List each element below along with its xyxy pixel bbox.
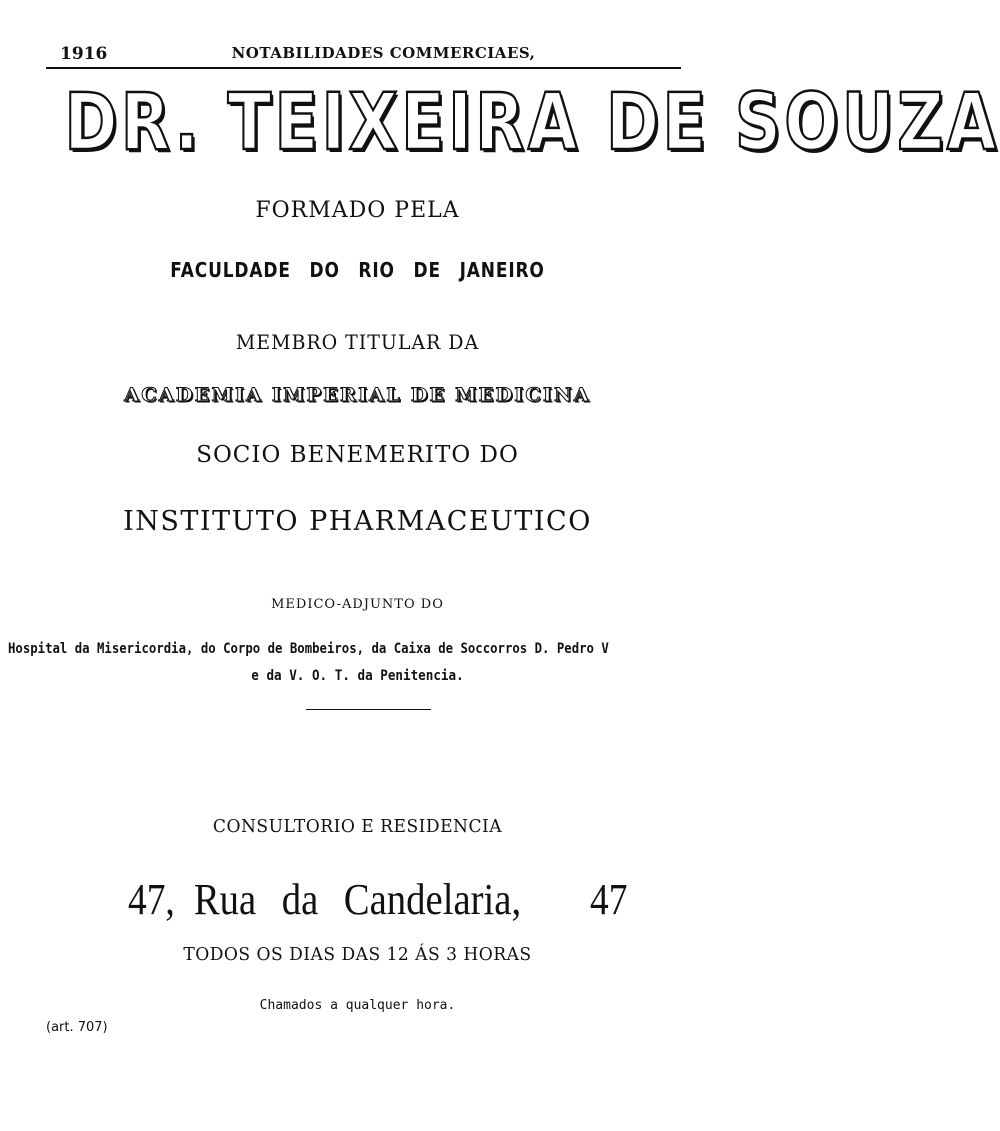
doctor-name: DR. TEIXEIRA DE SOUZA <box>64 78 1000 168</box>
hospital-line-2: e da V. O. T. da Penitencia. <box>251 668 464 684</box>
formado-line: FORMADO PELA <box>255 198 460 223</box>
instituto-line: INSTITUTO PHARMACEUTICO <box>123 506 592 537</box>
page-number: 1916 <box>60 44 108 64</box>
socio-line: SOCIO BENEMERITO DO <box>196 442 519 468</box>
page-header <box>46 42 681 68</box>
academia-line: ACADEMIA IMPERIAL DE MEDICINA <box>124 384 591 406</box>
chamados-line: Chamados a qualquer hora. <box>259 998 456 1013</box>
medico-line: MEDICO-ADJUNTO DO <box>271 597 444 612</box>
hospital-line-1: Hospital da Misericordia, do Corpo de Bombeiros, da Caixa de Soccorros D. Pedro V <box>8 641 609 657</box>
separator-rule <box>306 709 431 710</box>
membro-line: MEMBRO TITULAR DA <box>235 330 480 354</box>
article-note: (art. 707) <box>46 1020 108 1035</box>
address-line <box>0 870 715 930</box>
consultorio-line: CONSULTORIO E RESIDENCIA <box>212 816 503 837</box>
header-rule <box>46 67 681 69</box>
address-street: Rua da Candelaria, <box>193 875 522 924</box>
faculdade-line: FACULDADE DO RIO DE JANEIRO <box>170 258 545 282</box>
running-title: NOTABILIDADES COMMERCIAES, <box>231 44 536 62</box>
hours-line: TODOS OS DIAS DAS 12 ÁS 3 HORAS <box>183 944 532 965</box>
address-number-right: 47 <box>590 875 628 924</box>
address-number-left: 47, <box>128 875 175 924</box>
